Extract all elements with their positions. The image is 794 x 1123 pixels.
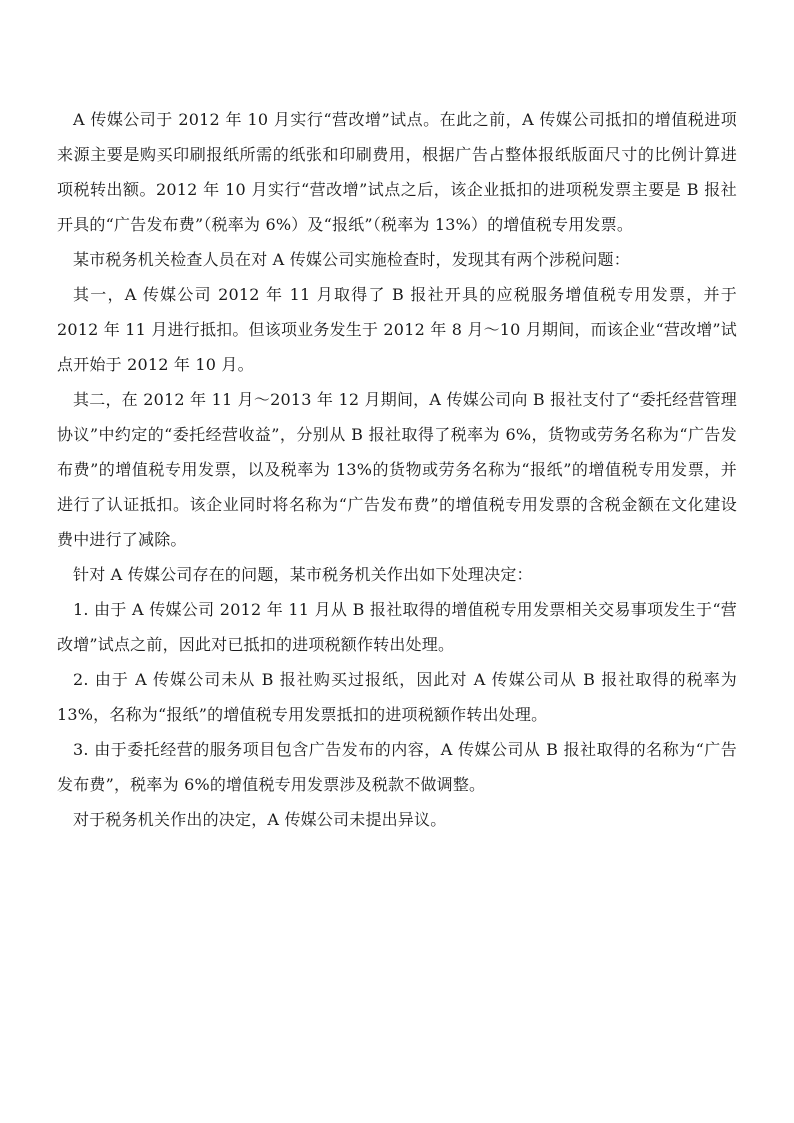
document-body [57, 102, 737, 837]
paragraph-inspection-intro: 某市税务机关检查人员在对 A 传媒公司实施检查时，发现其有两个涉税问题： [73, 250, 630, 269]
paragraph-decision-one: 1. 由于 A 传媒公司 2012 年 11 月从 B 报社取得的增值税专用发票相关交易事项发生于“营改增”试点之前，因此对已抵扣的进项税额作转出处理。 [57, 600, 737, 654]
paragraph-conclusion: 对于税务机关作出的决定，A 传媒公司未提出异议。 [73, 810, 447, 829]
paragraph-issue-one: 其一，A 传媒公司 2012 年 11 月取得了 B 报社开具的应税服务增值税专用发票，并于 2012 年 11 月进行抵扣。但该项业务发生于 2012 年 8 月～10 月期间，而该企业“营改增”试点开始于 2012 年 10 月。 [57, 285, 737, 374]
paragraph-decision-three: 3. 由于委托经营的服务项目包含广告发布的内容，A 传媒公司从 B 报社取得的名称为“广告发布费”，税率为 6%的增值税专用发票涉及税款不做调整。 [57, 740, 737, 794]
paragraph-issue-two: 其二，在 2012 年 11 月～2013 年 12 月期间，A 传媒公司向 B 报社支付了“委托经营管理协议”中约定的“委托经营收益”，分别从 B 报社取得了税率为 6%，货物或劳务名称为“广告发布费”的增值税专用发票，以及税率为 13%的货物或劳务名称为“报纸”的增值税专用发票，并进行了认证抵扣。该企业同时将名称为“广告发布费”的增值税专用发票的含税金额在文化建设费中进行了减除。 [57, 390, 737, 549]
paragraph-decision-two: 2. 由于 A 传媒公司未从 B 报社购买过报纸，因此对 A 传媒公司从 B 报社取得的税率为 13%，名称为“报纸”的增值税专用发票抵扣的进项税额作转出处理。 [57, 670, 737, 724]
paragraph-background: A 传媒公司于 2012 年 10 月实行“营改增”试点。在此之前，A 传媒公司抵扣的增值税进项来源主要是购买印刷报纸所需的纸张和印刷费用，根据广告占整体报纸版面尺寸的比例计算进项税转出额。2012 年 10 月实行“营改增”试点之后，该企业抵扣的进项税发票主要是 B 报社开具的“广告发布费”（税率为 6%）及“报纸”（税率为 13%）的增值税专用发票。 [57, 110, 737, 234]
paragraph-decision-intro: 针对 A 传媒公司存在的问题，某市税务机关作出如下处理决定： [73, 565, 533, 584]
